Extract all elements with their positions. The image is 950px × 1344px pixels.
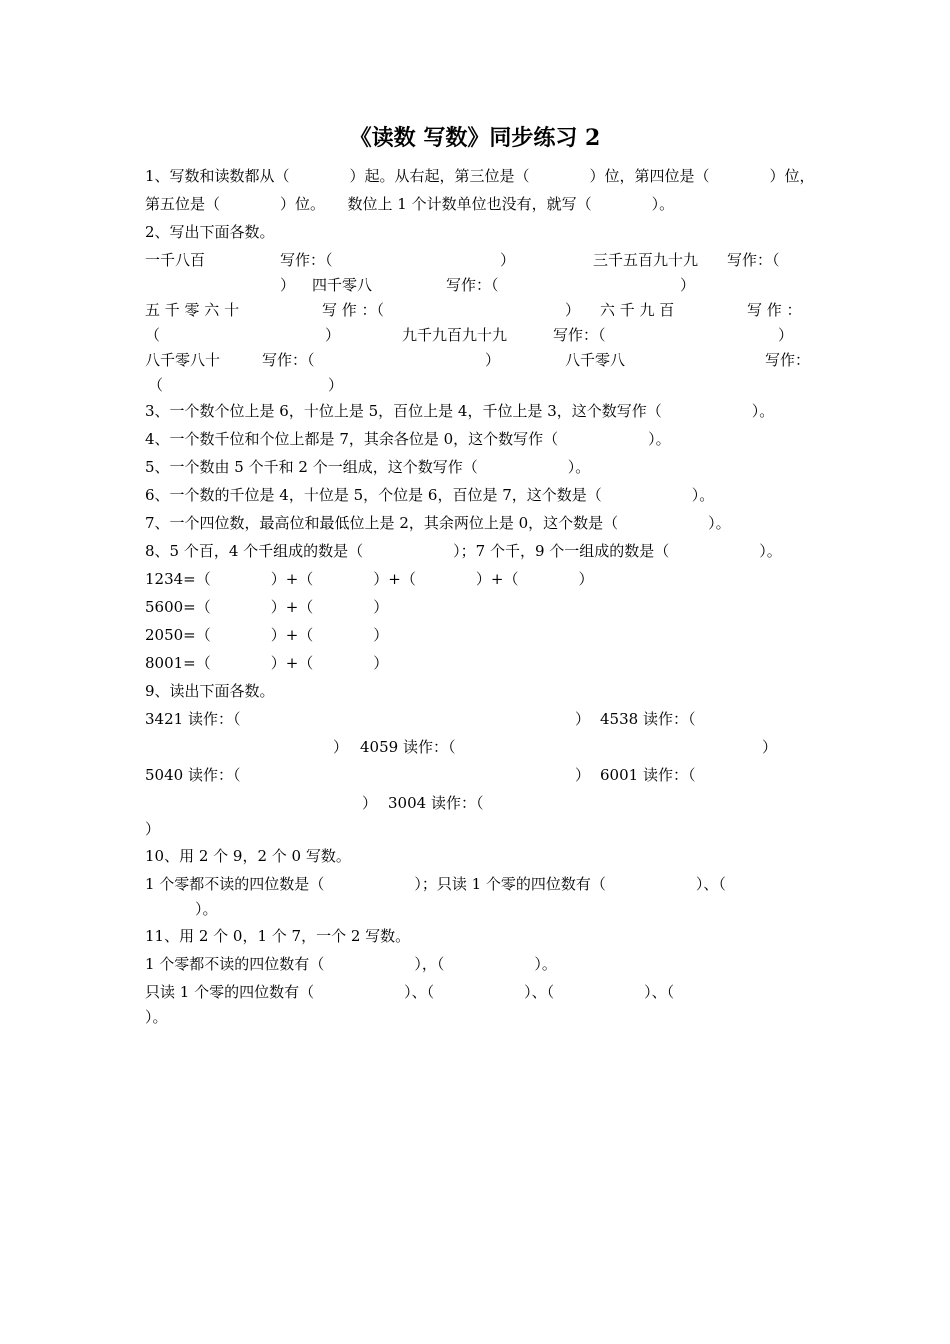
worksheet-text-51: ） bbox=[145, 820, 161, 838]
worksheet-text-15: 六 千 九 百 bbox=[600, 301, 675, 319]
worksheet-text-56: 1 个零都不读的四位数有（ ），（ ）。 bbox=[145, 955, 557, 973]
worksheet-text-29: 3、一个数个位上是 6，十位上是 5，百位上是 4，千位上是 3，这个数写作（ ）。 bbox=[145, 402, 775, 420]
worksheet-text-18: ） bbox=[325, 326, 341, 344]
worksheet-text-42: 4538 读作：（ bbox=[600, 710, 696, 728]
worksheet-text-7: 写作：（ bbox=[727, 251, 780, 269]
worksheet-text-8: ） bbox=[280, 276, 296, 294]
worksheet-text-3: 一千八百 bbox=[145, 251, 206, 269]
worksheet-text-1: 第五位是（ ）位。 数位上 1 个计数单位也没有，就写（ ）。 bbox=[145, 195, 675, 213]
worksheet-text-30: 4、一个数千位和个位上都是 7，其余各位是 0，这个数写作（ ）。 bbox=[145, 430, 671, 448]
worksheet-text-49: ） bbox=[362, 794, 378, 812]
worksheet-text-34: 8、5 个百，4 个千组成的数是（ ）；7 个千，9 个一组成的数是（ ）。 bbox=[145, 542, 782, 560]
worksheet-text-2: 2、写出下面各数。 bbox=[145, 223, 275, 241]
worksheet-text-11: ） bbox=[680, 276, 696, 294]
worksheet-text-45: ） bbox=[762, 738, 778, 756]
worksheet-text-25: 八千零八 bbox=[565, 351, 626, 369]
worksheet-text-4: 写作：（ bbox=[280, 251, 333, 269]
worksheet-text-23: 写作：（ bbox=[262, 351, 315, 369]
worksheet-text-38: 8001=（ ）+（ ） bbox=[145, 654, 389, 672]
worksheet-text-43: ） bbox=[333, 738, 349, 756]
worksheet-text-13: 写 作 ：（ bbox=[322, 301, 385, 319]
worksheet-text-26: 写作： bbox=[765, 351, 811, 369]
worksheet-text-27: （ bbox=[148, 376, 164, 394]
worksheet-text-17: （ bbox=[145, 326, 161, 344]
worksheet-text-47: ） bbox=[575, 766, 591, 784]
worksheet-text-53: 1 个零都不读的四位数是（ ）；只读 1 个零的四位数有（ ）、（ bbox=[145, 875, 726, 893]
worksheet-text-10: 写作：（ bbox=[446, 276, 499, 294]
worksheet-text-5: ） bbox=[500, 251, 516, 269]
worksheet-text-58: ）。 bbox=[145, 1008, 168, 1026]
worksheet-text-39: 9、读出下面各数。 bbox=[145, 682, 275, 700]
worksheet-text-9: 四千零八 bbox=[312, 276, 373, 294]
worksheet-text-44: 4059 读作：（ bbox=[360, 738, 456, 756]
worksheet-text-36: 5600=（ ）+（ ） bbox=[145, 598, 389, 616]
worksheet-text-33: 7、一个四位数，最高位和最低位上是 2，其余两位上是 0，这个数是（ ）。 bbox=[145, 514, 731, 532]
worksheet-text-41: ） bbox=[575, 710, 591, 728]
worksheet-text-46: 5040 读作：（ bbox=[145, 766, 241, 784]
worksheet-text-0: 1、写数和读数都从（ ）起。从右起，第三位是（ ）位，第四位是（ ）位， bbox=[145, 167, 815, 185]
worksheet-text-57: 只读 1 个零的四位数有（ ）、（ ）、（ ）、（ bbox=[145, 983, 675, 1001]
worksheet-text-6: 三千五百九十九 bbox=[593, 251, 699, 269]
worksheet-text-16: 写 作 ： bbox=[747, 301, 802, 319]
worksheet-text-22: 八千零八十 bbox=[145, 351, 221, 369]
worksheet-text-55: 11、用 2 个 0，1 个 7，一个 2 写数。 bbox=[145, 927, 411, 945]
worksheet-text-50: 3004 读作：（ bbox=[388, 794, 484, 812]
page-title: 《读数 写数》同步练习 2 bbox=[349, 125, 601, 151]
worksheet-text-52: 10、用 2 个 9，2 个 0 写数。 bbox=[145, 847, 351, 865]
worksheet-text-37: 2050=（ ）+（ ） bbox=[145, 626, 389, 644]
worksheet-text-48: 6001 读作：（ bbox=[600, 766, 696, 784]
worksheet-text-40: 3421 读作：（ bbox=[145, 710, 241, 728]
worksheet-text-21: ） bbox=[778, 326, 794, 344]
worksheet-text-35: 1234=（ ）+（ ）+（ ）+（ ） bbox=[145, 570, 594, 588]
worksheet-text-28: ） bbox=[328, 376, 344, 394]
worksheet-text-54: ）。 bbox=[195, 900, 218, 918]
worksheet-text-24: ） bbox=[485, 351, 501, 369]
worksheet-text-20: 写作：（ bbox=[553, 326, 606, 344]
worksheet-text-19: 九千九百九十九 bbox=[402, 326, 508, 344]
worksheet-text-12: 五 千 零 六 十 bbox=[145, 301, 240, 319]
worksheet-text-14: ） bbox=[565, 301, 581, 319]
worksheet-text-31: 5、一个数由 5 个千和 2 个一组成，这个数写作（ ）。 bbox=[145, 458, 591, 476]
worksheet-text-32: 6、一个数的千位是 4，十位是 5，个位是 6，百位是 7，这个数是（ ）。 bbox=[145, 486, 715, 504]
